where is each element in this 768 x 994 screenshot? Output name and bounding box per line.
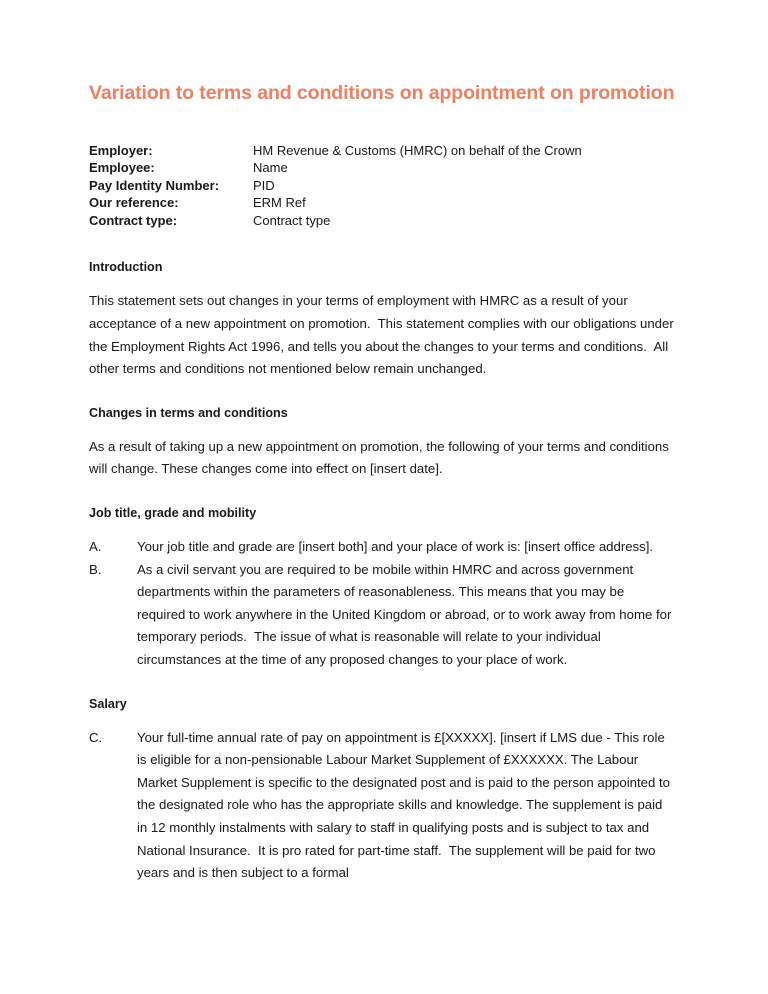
detail-label-contract-type: Contract type: <box>89 212 178 228</box>
clause-text-a: Your job title and grade are [insert both] and your place of work is: [insert office address]. <box>137 539 654 555</box>
detail-value-contract-type: Contract type <box>253 212 331 228</box>
detail-label-employee: Employee: <box>89 160 155 176</box>
list-item <box>89 536 675 559</box>
table-row <box>89 177 675 195</box>
list-item <box>89 727 675 885</box>
employment-details-table <box>89 142 675 230</box>
document-content <box>89 82 678 885</box>
clause-text-c: Your full-time annual rate of pay on appointment is £[XXXXX]. [insert if LMS due - This role is eligible for a non-pensionable Labour Market Supplement of £XXXXXX. The Labour Market Supplement is specific to the designated post and is paid to the person appointed to the designated role who has the appropriate skills and knowledge. The supplement is paid in 12 monthly instalments with salary to staff in qualifying posts and is subject to tax and National Insurance. It is pro rated for part-time staff. The supplement will be paid for two years and is then subject to a formal <box>137 729 674 881</box>
heading-job-title-grade-and-mobility: Job title, grade and mobility <box>89 506 257 521</box>
detail-value-employer: HM Revenue & Customs (HMRC) on behalf of the Crown <box>253 142 582 158</box>
clause-letter-c: C. <box>89 729 103 745</box>
heading-salary: Salary <box>89 696 127 711</box>
table-row <box>89 159 675 177</box>
detail-value-pay-identity-number: PID <box>253 177 275 193</box>
table-row <box>89 212 675 230</box>
table-row <box>89 194 675 212</box>
paragraph-changes-in-terms-and-conditions: As a result of taking up a new appointment on promotion, the following of your terms and conditions will change. These changes come into effect on [insert date]. <box>89 438 673 477</box>
clause-letter-b: B. <box>89 561 102 577</box>
paragraph-introduction: This statement sets out changes in your terms of employment with HMRC as a result of your acceptance of a new appointment on promotion. This statement complies with our obligations under the Employment Rights Act 1996, and tells you about the changes to your terms and conditions. All other terms and conditions not mentioned below remain unchanged. <box>89 293 678 377</box>
table-row <box>89 142 675 160</box>
page-title: Variation to terms and conditions on appointment on promotion <box>89 82 675 104</box>
list-item <box>89 559 675 672</box>
clause-text-b: As a civil servant you are required to be mobile within HMRC and across government departments within the parameters of reasonableness. This means that you may be required to work anywhere in the United Kingdom or abroad, or to work away from home for temporary periods. The issue of what is reasonable will relate to your individual circumstances at the time of any proposed changes to your place of work. <box>137 561 676 667</box>
clause-letter-a: A. <box>89 539 102 555</box>
detail-label-our-reference: Our reference: <box>89 195 179 211</box>
detail-label-pay-identity-number: Pay Identity Number: <box>89 177 220 193</box>
heading-changes-in-terms-and-conditions: Changes in terms and conditions <box>89 405 288 420</box>
detail-label-employer: Employer: <box>89 142 153 158</box>
detail-value-our-reference: ERM Ref <box>253 195 306 211</box>
heading-introduction: Introduction <box>89 260 163 275</box>
detail-value-employee: Name <box>253 160 288 176</box>
